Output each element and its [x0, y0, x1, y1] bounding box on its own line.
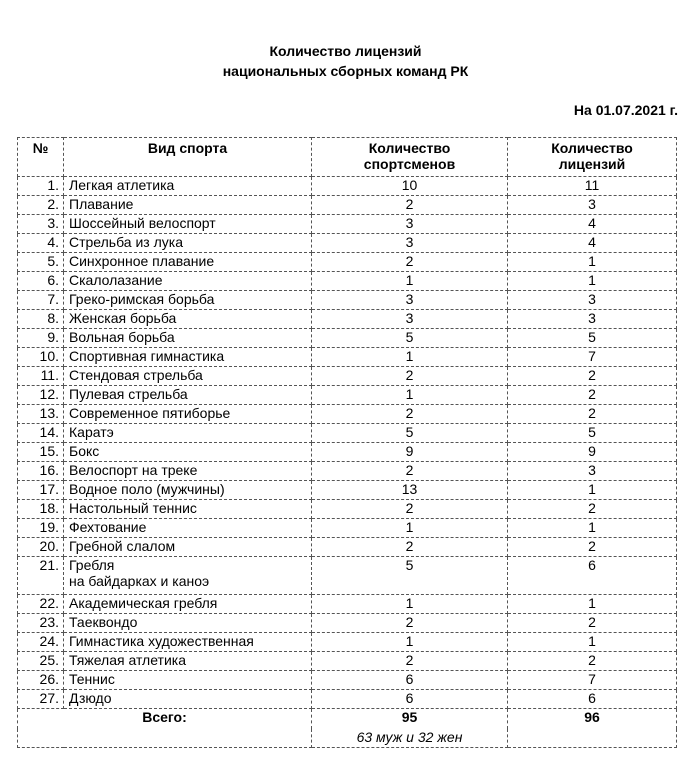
table-row [18, 310, 677, 329]
header-athletes-line1: Количество [368, 140, 451, 156]
row-sport: Пулевая стрельба [64, 386, 312, 405]
row-num: 20. [18, 538, 64, 557]
row-athletes: 3 [312, 310, 508, 329]
table-row [18, 595, 677, 614]
table-row [18, 557, 677, 595]
row-licenses: 3 [508, 291, 677, 310]
total-athletes: 95 [312, 709, 508, 730]
row-licenses: 2 [508, 405, 677, 424]
row-num: 14. [18, 424, 64, 443]
row-sport: Гимнастика художественная [64, 633, 312, 652]
row-sport: Велоспорт на треке [64, 462, 312, 481]
row-sport: Теннис [64, 671, 312, 690]
row-athletes: 3 [312, 291, 508, 310]
row-num: 2. [18, 196, 64, 215]
row-licenses: 5 [508, 424, 677, 443]
row-num: 21. [18, 557, 64, 595]
row-num: 24. [18, 633, 64, 652]
row-licenses: 9 [508, 443, 677, 462]
row-athletes: 1 [312, 386, 508, 405]
document-title-line1: Количество лицензий [269, 43, 422, 59]
row-athletes: 3 [312, 234, 508, 253]
row-num: 7. [18, 291, 64, 310]
row-sport: Стендовая стрельба [64, 367, 312, 386]
row-licenses: 2 [508, 614, 677, 633]
header-licenses-line2: лицензий [558, 156, 626, 172]
row-sport: Скалолазание [64, 272, 312, 291]
row-licenses: 1 [508, 481, 677, 500]
total-note-spacer [18, 729, 312, 748]
row-num: 5. [18, 253, 64, 272]
row-athletes: 9 [312, 443, 508, 462]
row-sport: Вольная борьба [64, 329, 312, 348]
document-date: На 01.07.2021 г. [573, 102, 678, 118]
table-row [18, 405, 677, 424]
row-athletes: 5 [312, 329, 508, 348]
row-athletes: 1 [312, 633, 508, 652]
row-licenses: 3 [508, 196, 677, 215]
table-row [18, 443, 677, 462]
row-athletes: 13 [312, 481, 508, 500]
row-athletes: 5 [312, 557, 508, 595]
row-athletes: 1 [312, 595, 508, 614]
table-row [18, 633, 677, 652]
row-num: 26. [18, 671, 64, 690]
row-sport: Бокс [64, 443, 312, 462]
table-row [18, 253, 677, 272]
row-licenses: 1 [508, 633, 677, 652]
row-licenses: 2 [508, 538, 677, 557]
table-row [18, 614, 677, 633]
row-athletes: 6 [312, 671, 508, 690]
row-athletes: 1 [312, 348, 508, 367]
table-row [18, 367, 677, 386]
row-licenses: 1 [508, 519, 677, 538]
row-sport: Фехтование [64, 519, 312, 538]
table-row [18, 690, 677, 709]
table-row [18, 481, 677, 500]
table-row [18, 177, 677, 196]
row-num: 11. [18, 367, 64, 386]
row-licenses: 6 [508, 557, 677, 595]
row-licenses: 3 [508, 462, 677, 481]
header-num: № [18, 138, 64, 177]
row-licenses: 2 [508, 367, 677, 386]
row-num: 8. [18, 310, 64, 329]
table-row [18, 291, 677, 310]
row-licenses: 2 [508, 386, 677, 405]
row-sport: Шоссейный велоспорт [64, 215, 312, 234]
row-num: 22. [18, 595, 64, 614]
table-row [18, 462, 677, 481]
row-sport-line2: на байдарках и каноэ [69, 573, 210, 589]
row-athletes: 1 [312, 519, 508, 538]
row-num: 9. [18, 329, 64, 348]
row-num: 18. [18, 500, 64, 519]
row-licenses: 5 [508, 329, 677, 348]
row-sport: Греко-римская борьба [64, 291, 312, 310]
row-athletes: 2 [312, 367, 508, 386]
row-licenses: 11 [508, 177, 677, 196]
row-licenses: 2 [508, 652, 677, 671]
total-licenses: 96 [508, 709, 677, 730]
row-licenses: 4 [508, 234, 677, 253]
row-athletes: 2 [312, 652, 508, 671]
row-sport: Академическая гребля [64, 595, 312, 614]
table-row [18, 215, 677, 234]
row-licenses: 7 [508, 348, 677, 367]
row-licenses: 6 [508, 690, 677, 709]
table-row [18, 329, 677, 348]
table-row [18, 424, 677, 443]
row-num: 19. [18, 519, 64, 538]
total-label: Всего: [18, 709, 312, 730]
total-row [18, 709, 677, 730]
row-athletes: 2 [312, 538, 508, 557]
row-sport: Спортивная гимнастика [64, 348, 312, 367]
row-athletes: 2 [312, 405, 508, 424]
document-title-line2: национальных сборных команд РК [222, 63, 469, 79]
row-sport: Дзюдо [64, 690, 312, 709]
row-athletes: 2 [312, 614, 508, 633]
row-sport [64, 557, 312, 595]
table-row [18, 538, 677, 557]
row-sport: Стрельба из лука [64, 234, 312, 253]
row-sport: Таеквондо [64, 614, 312, 633]
row-licenses: 7 [508, 671, 677, 690]
row-athletes: 6 [312, 690, 508, 709]
row-num: 12. [18, 386, 64, 405]
table-row [18, 234, 677, 253]
row-num: 10. [18, 348, 64, 367]
row-sport: Гребной слалом [64, 538, 312, 557]
row-athletes: 2 [312, 500, 508, 519]
row-num: 1. [18, 177, 64, 196]
total-note-spacer-right [508, 729, 677, 748]
row-licenses: 4 [508, 215, 677, 234]
header-athletes-line2: спортсменов [363, 156, 456, 172]
table-row [18, 671, 677, 690]
row-num: 17. [18, 481, 64, 500]
row-sport: Современное пятиборье [64, 405, 312, 424]
row-licenses: 1 [508, 253, 677, 272]
row-sport: Водное поло (мужчины) [64, 481, 312, 500]
row-num: 13. [18, 405, 64, 424]
row-sport: Женская борьба [64, 310, 312, 329]
table-row [18, 272, 677, 291]
table-header-row [18, 138, 677, 177]
row-num: 4. [18, 234, 64, 253]
row-licenses: 3 [508, 310, 677, 329]
header-licenses-line1: Количество [551, 140, 633, 156]
table-body [18, 177, 677, 748]
table-row [18, 386, 677, 405]
row-sport: Каратэ [64, 424, 312, 443]
table-row [18, 348, 677, 367]
total-note: 63 муж и 32 жен [312, 729, 508, 748]
row-sport: Плавание [64, 196, 312, 215]
row-athletes: 3 [312, 215, 508, 234]
licenses-table [17, 137, 677, 748]
row-num: 6. [18, 272, 64, 291]
row-athletes: 2 [312, 462, 508, 481]
header-licenses [508, 138, 677, 177]
row-licenses: 1 [508, 595, 677, 614]
row-sport: Легкая атлетика [64, 177, 312, 196]
row-licenses: 1 [508, 272, 677, 291]
row-athletes: 1 [312, 272, 508, 291]
row-sport: Настольный теннис [64, 500, 312, 519]
total-note-row [18, 729, 677, 748]
table-row [18, 519, 677, 538]
row-num: 23. [18, 614, 64, 633]
row-num: 27. [18, 690, 64, 709]
table-row [18, 196, 677, 215]
row-num: 16. [18, 462, 64, 481]
header-sport: Вид спорта [64, 138, 312, 177]
header-athletes [312, 138, 508, 177]
row-sport: Тяжелая атлетика [64, 652, 312, 671]
row-num: 25. [18, 652, 64, 671]
row-athletes: 2 [312, 196, 508, 215]
row-sport: Синхронное плавание [64, 253, 312, 272]
row-num: 3. [18, 215, 64, 234]
row-num: 15. [18, 443, 64, 462]
row-sport-line1: Гребля [69, 557, 115, 573]
table-row [18, 500, 677, 519]
table-row [18, 652, 677, 671]
row-athletes: 5 [312, 424, 508, 443]
row-athletes: 10 [312, 177, 508, 196]
row-athletes: 2 [312, 253, 508, 272]
row-licenses: 2 [508, 500, 677, 519]
